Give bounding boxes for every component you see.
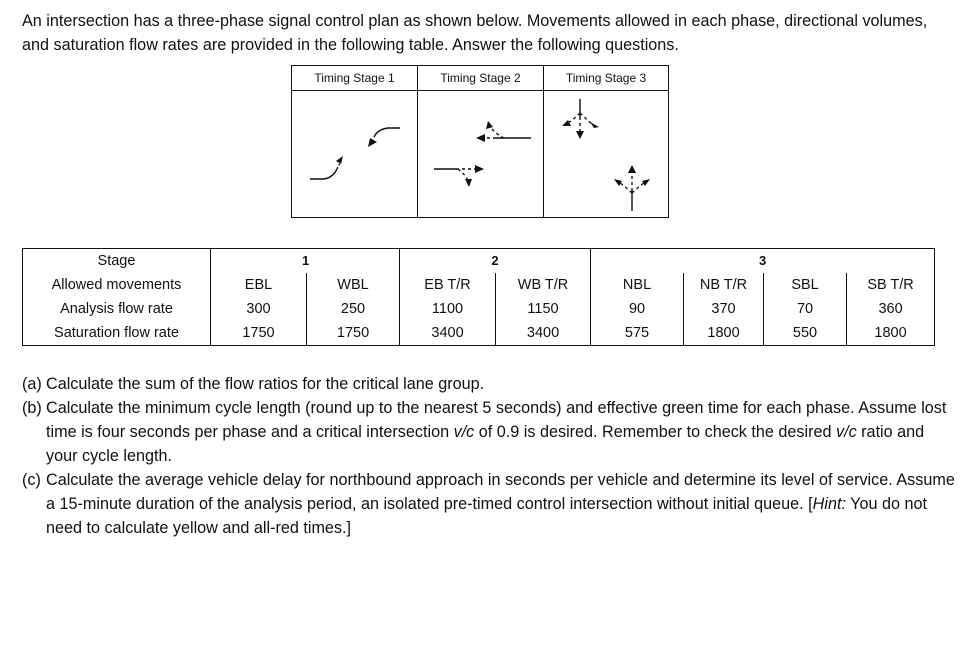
question-list bbox=[22, 372, 957, 540]
table-cell: EBL bbox=[211, 273, 307, 297]
table-cell: 370 bbox=[684, 297, 764, 321]
table-cell: 3400 bbox=[400, 321, 496, 346]
table-cell: NBL bbox=[591, 273, 684, 297]
table-cell: 575 bbox=[591, 321, 684, 346]
question-b-vc-1: v/c bbox=[453, 423, 475, 441]
flow-rate-table bbox=[22, 248, 935, 346]
table-cell: 550 bbox=[764, 321, 847, 346]
row-label-saturation: Saturation flow rate bbox=[23, 321, 211, 346]
table-cell: SB T/R bbox=[847, 273, 935, 297]
table-cell: 3400 bbox=[496, 321, 591, 346]
table-row-movements bbox=[23, 273, 935, 297]
row-label-analysis: Analysis flow rate bbox=[23, 297, 211, 321]
question-c-text-2: You do not need to calculate yellow and all-red times.] bbox=[46, 495, 927, 537]
table-cell: 1750 bbox=[211, 321, 307, 346]
wb-left-turn-arrow bbox=[368, 128, 400, 147]
table-cell: 90 bbox=[591, 297, 684, 321]
table-row-saturation-flow bbox=[23, 321, 935, 346]
question-b-text-3: ratio and your cycle length. bbox=[46, 423, 925, 465]
table-cell: 1150 bbox=[496, 297, 591, 321]
question-b bbox=[22, 396, 957, 468]
table-cell: 1750 bbox=[307, 321, 400, 346]
question-c bbox=[22, 468, 957, 540]
stage-2-header: Timing Stage 2 bbox=[417, 65, 544, 91]
stage-number-1: 1 bbox=[211, 249, 400, 274]
row-label-stage: Stage bbox=[23, 249, 211, 274]
sb-through-left-right-arrow bbox=[562, 99, 599, 139]
table-cell: 1800 bbox=[847, 321, 935, 346]
question-b-text-2: of 0.9 is desired. Remember to check the desired bbox=[474, 423, 836, 441]
stage-number-2: 2 bbox=[400, 249, 591, 274]
question-a bbox=[22, 372, 957, 396]
stage-1-box bbox=[291, 90, 418, 218]
question-b-vc-2: v/c bbox=[835, 423, 857, 441]
table-cell: 360 bbox=[847, 297, 935, 321]
table-cell: 1100 bbox=[400, 297, 496, 321]
question-b-text-1: Calculate the minimum cycle length (round up to the nearest 5 seconds) and effective green time for each phase. Assume lost time is four seconds per phase and a critical intersection bbox=[46, 399, 947, 441]
table-cell: 70 bbox=[764, 297, 847, 321]
eb-through-right-arrow bbox=[434, 165, 484, 187]
intro-paragraph: An intersection has a three-phase signal control plan as shown below. Movements allowed in each phase, directional volumes, and saturation flow rates are provided in the following table. Answer the following questions. bbox=[22, 12, 928, 54]
question-c-label: (c) bbox=[22, 471, 41, 489]
table-row-stage bbox=[23, 249, 935, 274]
table-cell: 250 bbox=[307, 297, 400, 321]
table-cell: 1800 bbox=[684, 321, 764, 346]
table-cell: EB T/R bbox=[400, 273, 496, 297]
question-a-label: (a) bbox=[22, 375, 42, 393]
stage-1-header: Timing Stage 1 bbox=[291, 65, 418, 91]
table-cell: SBL bbox=[764, 273, 847, 297]
table-cell: WBL bbox=[307, 273, 400, 297]
table-cell: NB T/R bbox=[684, 273, 764, 297]
nb-through-left-right-arrow bbox=[614, 165, 650, 211]
stage-3-box bbox=[543, 90, 669, 218]
question-c-text-1: Calculate the average vehicle delay for northbound approach in seconds per vehicle and determine its level of service. Assume a 15-minute duration of the analysis period, an isolated pre-timed control intersection without initial queue. [ bbox=[46, 471, 955, 513]
table-row-analysis-flow bbox=[23, 297, 935, 321]
row-label-movements: Allowed movements bbox=[23, 273, 211, 297]
wb-through-right-arrow bbox=[476, 121, 531, 142]
question-b-label: (b) bbox=[22, 399, 42, 417]
question-a-text: Calculate the sum of the flow ratios for the critical lane group. bbox=[46, 375, 485, 393]
question-c-hint: Hint: bbox=[812, 495, 846, 513]
table-cell: WB T/R bbox=[496, 273, 591, 297]
stage-2-box bbox=[417, 90, 544, 218]
table-cell: 300 bbox=[211, 297, 307, 321]
timing-stage-diagram bbox=[291, 65, 669, 218]
eb-left-turn-arrow bbox=[310, 156, 343, 179]
stage-3-header: Timing Stage 3 bbox=[543, 65, 669, 91]
stage-number-3: 3 bbox=[591, 249, 935, 274]
